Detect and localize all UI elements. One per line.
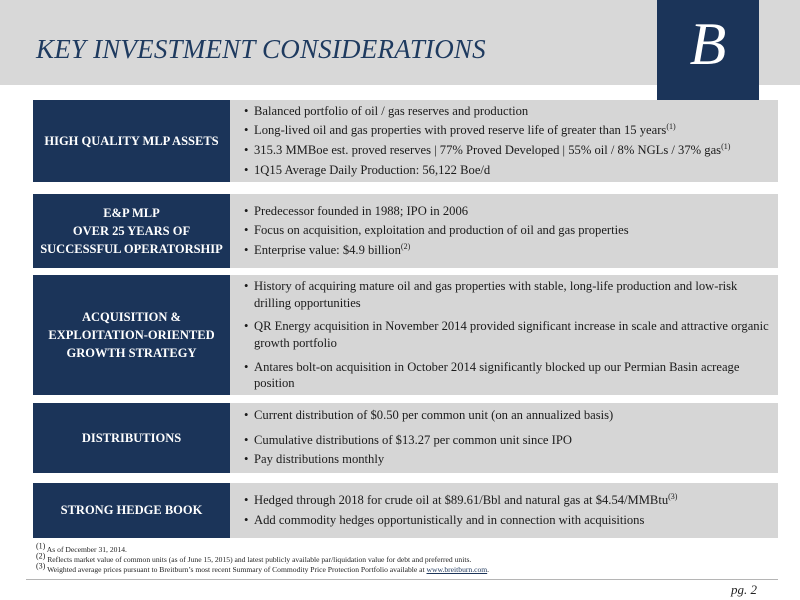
footnote-1: $^{(1)}$ As of December 31, 2014.	[36, 541, 127, 554]
bullet-item: • Cumulative distributions of $13.27 per common unit since IPO	[244, 432, 613, 450]
section-ep-mlp	[33, 194, 778, 268]
bullet-list	[230, 483, 683, 538]
bullet-item: • Antares bolt-on acquisition in October 2014 significantly blocked up our Permian Basin acreage position	[244, 359, 772, 392]
bullet-item: • Enterprise value: $4.9 billion$^{(2)}$	[244, 242, 629, 260]
bullet-item: • Focus on acquisition, exploitation and production of oil and gas properties	[244, 222, 629, 240]
breitburn-link[interactable]: www.breitburn.com	[426, 564, 488, 574]
bullet-item: • Hedged through 2018 for crude oil at $89.61/Bbl and natural gas at $4.54/MMBtu$^{(3)}$	[244, 492, 677, 510]
section-label: HIGH QUALITY MLP ASSETS	[33, 100, 230, 182]
bullet-item: • QR Energy acquisition in November 2014 provided significant increase in scale and attractive organic growth portfolio	[244, 318, 772, 351]
bullet-item: • Balanced portfolio of oil / gas reserves and production	[244, 103, 730, 121]
section-acquisition-growth-strategy	[33, 275, 778, 395]
bullet-item: • Long-lived oil and gas properties with proved reserve life of greater than 15 years$^{(1)}$	[244, 122, 730, 140]
section-label: DISTRIBUTIONS	[33, 403, 230, 473]
bullet-item: • 1Q15 Average Daily Production: 56,122 Boe/d	[244, 162, 730, 180]
bullet-item: • Add commodity hedges opportunistically and in connection with acquisitions	[244, 512, 677, 530]
bullet-list	[230, 100, 736, 182]
section-label: STRONG HEDGE BOOK	[33, 483, 230, 538]
bullet-list	[230, 403, 619, 473]
section-high-quality-mlp-assets	[33, 100, 778, 182]
page-title: KEY INVESTMENT CONSIDERATIONS	[36, 34, 486, 64]
bullet-item: • History of acquiring mature oil and gas properties with stable, long-life production and low-risk drilling opportunities	[244, 278, 772, 311]
section-label: E&P MLP OVER 25 YEARS OF SUCCESSFUL OPERATORSHIP	[33, 194, 230, 268]
section-strong-hedge-book	[33, 483, 778, 538]
logo-letter-b: B	[689, 11, 727, 77]
bullet-item: • Predecessor founded in 1988; IPO in 2006	[244, 203, 629, 221]
footer-divider	[26, 579, 778, 580]
footnote-3: $^{(3)}$ Weighted average prices pursuant to Breitburn’s most recent Summary of Commodity Price Protection Portfolio available at www.breitburn.com.	[36, 561, 490, 574]
bullet-item: • Pay distributions monthly	[244, 451, 613, 469]
page-number: pg. 2	[731, 582, 757, 597]
bullet-item: • Current distribution of $0.50 per common unit (on an annualized basis)	[244, 407, 613, 425]
bullet-list	[230, 275, 778, 395]
company-logo	[657, 0, 759, 100]
bullet-item: • 315.3 MMBoe est. proved reserves | 77% Proved Developed | 55% oil / 8% NGLs / 37% gas$^{(1)}$	[244, 142, 730, 160]
section-label: ACQUISITION & EXPLOITATION-ORIENTED GROWTH STRATEGY	[33, 275, 230, 395]
bullet-list	[230, 194, 635, 268]
section-distributions	[33, 403, 778, 473]
footnotes	[36, 541, 776, 575]
footnote-2: $^{(2)}$ Reflects market value of common units (as of June 15, 2015) and latest publicly available par/liquidation value for debt and preferred units.	[36, 551, 472, 564]
